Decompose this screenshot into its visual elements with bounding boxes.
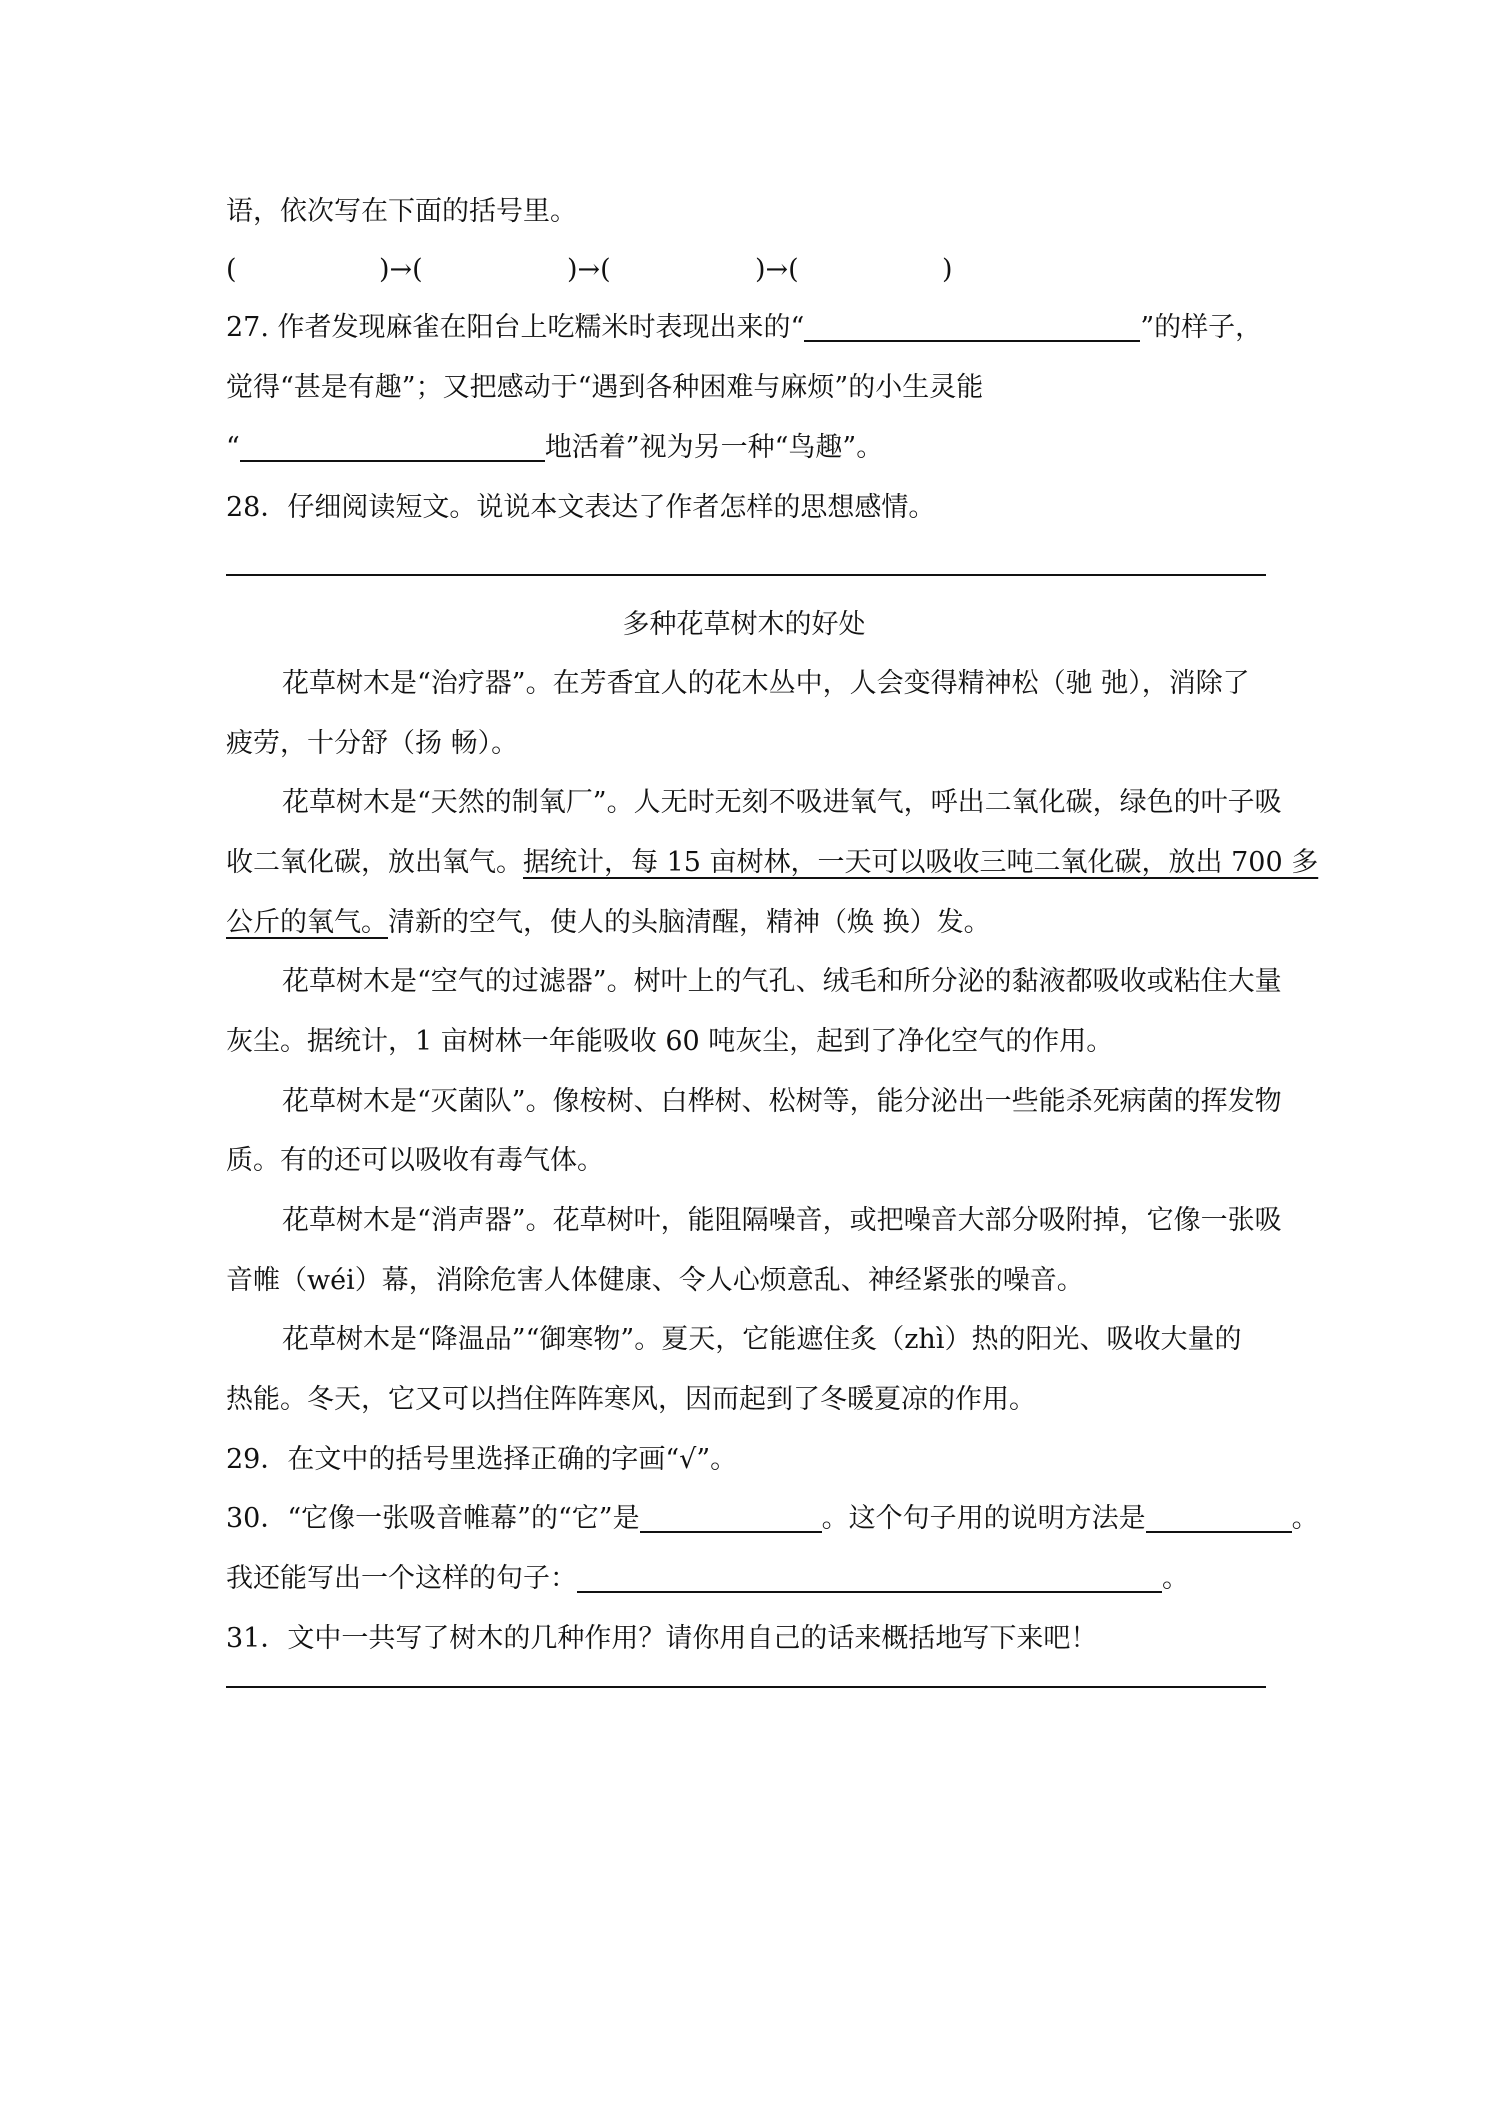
p6-line-2: 热能。冬天，它又可以挡住阵阵寒风，因而起到了冬暖夏凉的作用。 [226,1384,1036,1415]
p2-text: 收二氧化碳，放出氧气。 [226,847,523,878]
q26-tail: 语，依次写在下面的括号里。 [226,196,577,227]
p3-line-1: 花草树木是“空气的过滤器”。树叶上的气孔、绒毛和所分泌的黏液都吸收或粘住大量 [282,966,1282,997]
bracket-3[interactable]: )→( [567,254,611,285]
q30-line-1 [226,1499,1319,1539]
p2-line-1: 花草树木是“天然的制氧厂”。人无时无刻不吸进氧气，呼出二氧化碳，绿色的叶子吸 [282,787,1282,818]
q27-line-1 [226,308,1262,348]
q27-line-3 [226,428,883,468]
p2-underlined-sentence-end: 公斤的氧气。 [226,907,388,938]
p2-text-end: 清新的空气，使人的头脑清醒，精神（焕 换）发。 [388,907,991,938]
q30-text-b: 。这个句子用的说明方法是 [821,1503,1146,1534]
p5-line-1: 花草树木是“消声器”。花草树叶，能阻隔噪音，或把噪音大部分吸附掉，它像一张吸 [282,1205,1282,1236]
q30-line-2 [226,1559,1189,1599]
q30-text-a: 30．“它像一张吸音帷幕”的“它”是 [226,1503,640,1534]
p4-line-2: 质。有的还可以吸收有毒气体。 [226,1145,604,1176]
q27-text-b: ”的样子， [1140,312,1263,343]
q27-text-c: “ [226,432,240,463]
p5-line-2: 音帷（wéi）幕，消除危害人体健康、令人心烦意乱、神经紧张的噪音。 [226,1265,1084,1296]
q30-text-d: 我还能写出一个这样的句子： [226,1563,577,1594]
q27-answer-blank-2[interactable] [240,430,545,462]
p2-line-2 [226,843,1318,883]
bracket-2[interactable]: )→( [379,254,423,285]
q30-answer-blank-1[interactable] [640,1501,822,1533]
q27-text-a: 27. 作者发现麻雀在阳台上吃糯米时表现出来的“ [226,312,805,343]
p1-line-2: 疲劳，十分舒（扬 畅）。 [226,728,519,759]
bracket-4[interactable]: )→( [755,254,799,285]
q28-answer-line[interactable] [226,574,1266,576]
q31-answer-line[interactable] [226,1686,1266,1688]
q30-answer-blank-3[interactable] [577,1561,1162,1593]
p1-line-1: 花草树木是“治疗器”。在芳香宜人的花木丛中，人会变得精神松（驰 弛），消除了 [282,668,1250,699]
q30-text-c: 。 [1291,1503,1319,1534]
q31-question: 31．文中一共写了树木的几种作用？请你用自己的话来概括地写下来吧！ [226,1623,1098,1654]
q29-question: 29．在文中的括号里选择正确的字画“√”。 [226,1444,738,1475]
p2-underlined-sentence: 据统计，每 15 亩树林，一天可以吸收三吨二氧化碳，放出 700 多 [523,847,1319,878]
q27-answer-blank-1[interactable] [804,310,1140,342]
p4-line-1: 花草树木是“灭菌队”。像桉树、白桦树、松树等，能分泌出一些能杀死病菌的挥发物 [282,1086,1282,1117]
q30-answer-blank-2[interactable] [1146,1501,1292,1533]
q28-question: 28．仔细阅读短文。说说本文表达了作者怎样的思想感情。 [226,492,936,523]
q27-line-2: 觉得“甚是有趣”；又把感动于“遇到各种困难与麻烦”的小生灵能 [226,372,984,403]
p2-line-3 [226,903,991,943]
bracket-5: ) [942,254,953,285]
q27-text-d: 地活着”视为另一种“鸟趣”。 [544,432,884,463]
bracket-1[interactable]: ( [226,254,237,285]
p3-line-2: 灰尘。据统计，1 亩树林一年能吸收 60 吨灰尘，起到了净化空气的作用。 [226,1026,1114,1057]
p6-line-1: 花草树木是“降温品”“御寒物”。夏天，它能遮住炙（zhì）热的阳光、吸收大量的 [282,1324,1242,1355]
q30-text-e: 。 [1162,1563,1189,1594]
article-title: 多种花草树木的好处 [622,609,866,640]
